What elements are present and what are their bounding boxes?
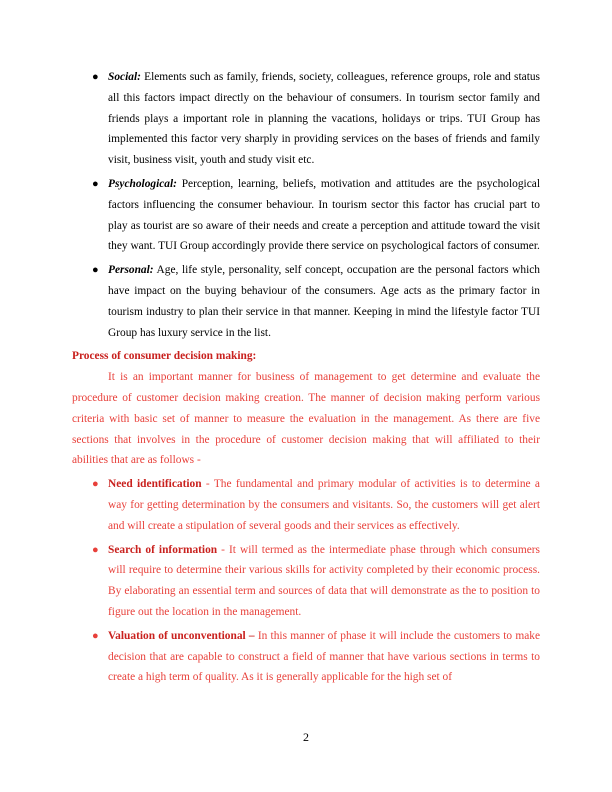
step-text: - The fundamental and primary modular of activities is to determine a way for getting determination by the consumers and visitants. So, the customers will get alert and will create a stipulation of several goods and their services as effectively.: [108, 478, 540, 532]
list-item: [92, 174, 540, 257]
bullet-icon: ●: [92, 629, 99, 642]
section-heading: Process of consumer decision making:: [72, 350, 257, 363]
bullet-icon: ●: [92, 478, 99, 491]
list-item: [92, 540, 540, 623]
factor-text: Age, life style, personality, self concept, occupation are the personal factors which have impact on the buying behaviour of the consumers. Age acts as the primary factor in tourism industry to plan their service in that manner. Keeping in mind the lifestyle factor TUI Group has luxury service in the list.: [108, 264, 540, 339]
step-text: - It will termed as the intermediate phase through which consumers will require to determine their various skills for activity completed by their economic process. By elaborating an essential term and sources of data that will demonstrate as the to position to figure out the location in the management.: [108, 543, 540, 618]
factor-term: Psychological:: [108, 177, 177, 190]
bullet-icon: ●: [92, 71, 99, 83]
step-term: Need identification: [108, 478, 202, 491]
step-term: Valuation of unconventional –: [108, 629, 255, 642]
step-text: In this manner of phase it will include the customers to make decision that are capable to construct a field of manner that have various sections in terms to create a high term of quality. As it is generally applicable for the high set of: [108, 629, 540, 684]
bullet-icon: ●: [92, 543, 99, 556]
list-item: [92, 626, 540, 688]
factor-term: Personal:: [108, 264, 154, 277]
factor-text: Perception, learning, beliefs, motivation and attitudes are the psychological factors influencing the consumer behaviour. In tourism sector this factor has crucial part to play as tourist are so aware of their needs and create a perception and attitude toward the visit they want. TUI Group accordingly provide there service on psychological factors of consumer.: [108, 177, 540, 253]
factor-text: Elements such as family, friends, society, colleagues, reference groups, role and status all this factors impact directly on the behaviour of consumers. In tourism sector family and friends plays a important role in planning the vacations, holidays or trips. TUI Group has implemented this factor very sharply in providing services on the bases of friends and family visit, business visit, youth and study visit etc.: [108, 71, 540, 167]
step-term: Search of information: [108, 543, 218, 556]
page-number: 2: [303, 730, 309, 744]
bullet-icon: ●: [92, 264, 99, 277]
bullet-icon: ●: [92, 177, 99, 190]
list-item: [92, 474, 540, 536]
list-item: [92, 260, 540, 343]
list-item: [92, 67, 540, 171]
page-content: [72, 67, 540, 691]
factor-list: [72, 67, 540, 343]
step-list: [72, 474, 540, 688]
factor-term: Social:: [108, 71, 141, 83]
section-intro: It is an important manner for business of management to get determine and evaluate the procedure of customer decision making creation. The manner of decision making perform various criteria with basic set of manner to measure the evaluation in the management. As there are five sections that involves in the procedure of customer decision making that will affiliated to their abilities that are as follows -: [72, 371, 540, 467]
